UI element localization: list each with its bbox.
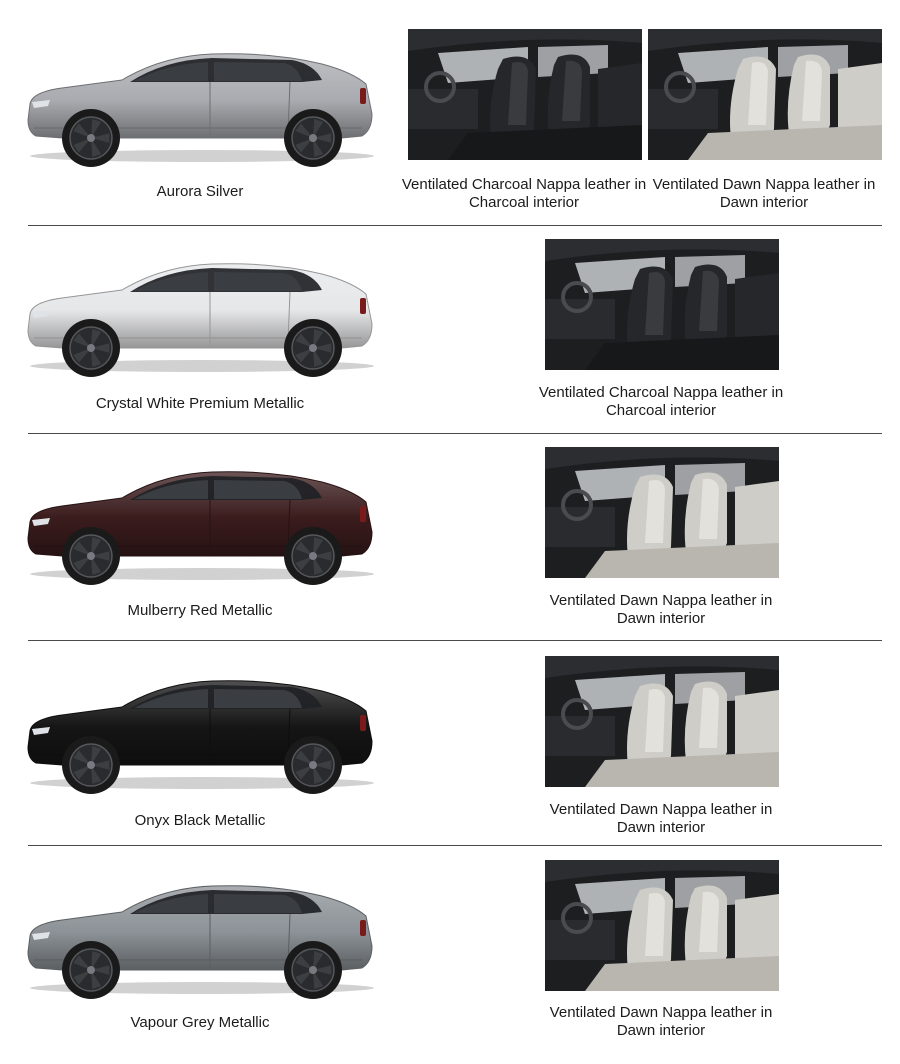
car-image [22,44,382,168]
exterior-color-name: Crystal White Premium Metallic [95,395,305,412]
exterior-color-name: Onyx Black Metallic [134,812,266,829]
color-row-aurora-silver [0,0,900,226]
car-image [22,462,382,586]
interior-image [545,239,779,370]
car-image [22,254,382,378]
interior-illustration [545,447,779,578]
interior-image [545,447,779,578]
color-row-vapour-grey [0,846,900,1064]
interior-illustration [648,29,882,160]
interior-image [408,29,642,160]
interior-option-label: Ventilated Dawn Nappa leather in Dawn interior [549,801,773,836]
exterior-color-name: Vapour Grey Metallic [130,1014,270,1031]
interior-option-label: Ventilated Dawn Nappa leather in Dawn interior [549,592,773,627]
interior-illustration [408,29,642,160]
exterior-color-name: Aurora Silver [156,183,244,200]
color-row-crystal-white [0,226,900,433]
interior-option-label: Ventilated Dawn Nappa leather in Dawn interior [549,1004,773,1039]
color-row-mulberry-red [0,434,900,641]
car-image [22,671,382,795]
interior-illustration [545,656,779,787]
interior-image [648,29,882,160]
interior-image [545,656,779,787]
car-image [22,876,382,1000]
interior-option-label: Ventilated Dawn Nappa leather in Dawn interior [652,176,876,211]
interior-image [545,860,779,991]
color-row-onyx-black [0,641,900,845]
interior-illustration [545,860,779,991]
interior-illustration [545,239,779,370]
interior-option-label: Ventilated Charcoal Nappa leather in Charcoal interior [538,384,784,419]
interior-option-label: Ventilated Charcoal Nappa leather in Charcoal interior [401,176,647,211]
exterior-color-name: Mulberry Red Metallic [127,602,273,619]
